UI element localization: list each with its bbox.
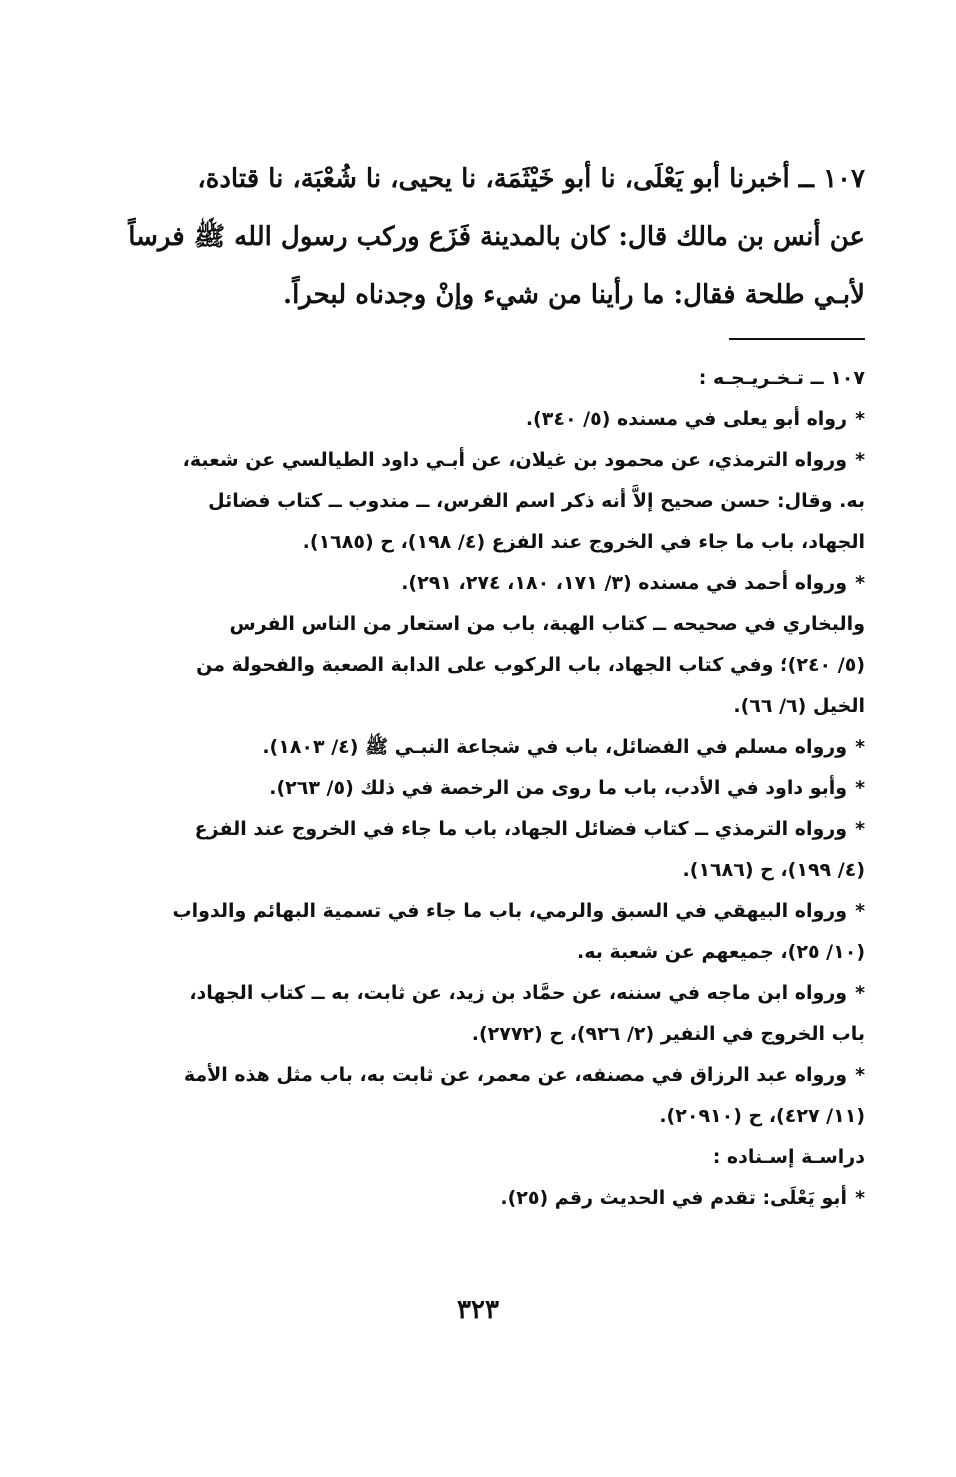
- footnote-line: الخيل (٦/ ٦٦).: [733, 695, 865, 717]
- bullet-star-icon: *: [855, 408, 865, 430]
- footnote-line: الجهاد، باب ما جاء في الخروج عند الفزع (٤/ ١٩٨)، ح (١٦٨٥).: [302, 531, 865, 553]
- footnote-line: والبخاري في صحيحه ــ كتاب الهبة، باب من استعار من الناس الفرس: [229, 613, 865, 635]
- footnote-line: *ورواه مسلم في الفضائل، باب في شجاعة النبـي ﷺ (٤/ ١٨٠٣).: [110, 727, 865, 768]
- hadith-line: ١٠٧ ــ أخبرنا أبو يَعْلَى، نا أبو خَيْثَمَة، نا يحيى، نا شُعْبَة، نا قتادة،: [197, 164, 865, 194]
- footnote-line: *وأبو داود في الأدب، باب ما روى من الرخصة في ذلك (٥/ ٢٦٣).: [110, 768, 865, 809]
- hadith-line: لأبـي طلحة فقال: ما رأينا من شيء وإنْ وجدناه لبحراً.: [283, 280, 865, 310]
- footnote-line: *ورواه الترمذي، عن محمود بن غيلان، عن أبـي داود الطيالسي عن شعبة،: [110, 440, 865, 481]
- footnote-line: باب الخروج في النفير (٢/ ٩٢٦)، ح (٢٧٧٢).: [471, 1023, 865, 1045]
- footnote-line: *أبو يَعْلَى: تقدم في الحديث رقم (٢٥).: [110, 1178, 865, 1219]
- bullet-star-icon: *: [855, 1187, 865, 1209]
- footnotes: [110, 358, 865, 1219]
- bullet-star-icon: *: [855, 449, 865, 471]
- footnote-divider: [729, 338, 865, 340]
- bullet-star-icon: *: [855, 900, 865, 922]
- footnote-line: *ورواه البيهقي في السبق والرمي، باب ما جاء في تسمية البهائم والدواب: [110, 891, 865, 932]
- footnote-line: (٤/ ١٩٩)، ح (١٦٨٦).: [682, 859, 865, 881]
- footnote-line: به. وقال: حسن صحيح إلاَّ أنه ذكر اسم الفرس، ــ مندوب ــ كتاب فضائل: [208, 490, 865, 512]
- footnote-line: *ورواه ابن ماجه في سننه، عن حمَّاد بن زيد، عن ثابت، به ــ كتاب الجهاد،: [110, 973, 865, 1014]
- bullet-star-icon: *: [855, 1064, 865, 1086]
- footnote-line: (١٠/ ٢٥)، جميعهم عن شعبة به.: [576, 941, 865, 963]
- isnad-heading: دراسـة إسـناده :: [712, 1146, 865, 1168]
- takhrij-heading: ١٠٧ ــ تـخـريـجـه :: [698, 367, 865, 389]
- footnote-line: *ورواه أحمد في مسنده (٣/ ١٧١، ١٨٠، ٢٧٤، ٢٩١).: [110, 563, 865, 604]
- hadith-line: عن أنس بن مالك قال: كان بالمدينة فَزَع وركب رسول الله ﷺ فرساً: [128, 222, 865, 252]
- bullet-star-icon: *: [855, 982, 865, 1004]
- bullet-star-icon: *: [855, 736, 865, 758]
- bullet-star-icon: *: [855, 777, 865, 799]
- footnote-line: *ورواه عبد الرزاق في مصنفه، عن معمر، عن ثابت به، باب مثل هذه الأمة: [110, 1055, 865, 1096]
- footnote-line: *ورواه الترمذي ــ كتاب فضائل الجهاد، باب ما جاء في الخروج عند الفزع: [110, 809, 865, 850]
- bullet-star-icon: *: [855, 818, 865, 840]
- page-body: [110, 150, 865, 1209]
- hadith-text: [110, 150, 865, 324]
- footnote-line: (١١/ ٤٢٧)، ح (٢٠٩١٠).: [659, 1105, 865, 1127]
- bullet-star-icon: *: [855, 572, 865, 594]
- footnote-line: *رواه أبو يعلى في مسنده (٥/ ٣٤٠).: [110, 399, 865, 440]
- footnote-line: (٥/ ٢٤٠)؛ وفي كتاب الجهاد، باب الركوب على الدابة الصعبة والفحولة من: [196, 654, 865, 676]
- page-number: ٣٢٣: [457, 1295, 499, 1325]
